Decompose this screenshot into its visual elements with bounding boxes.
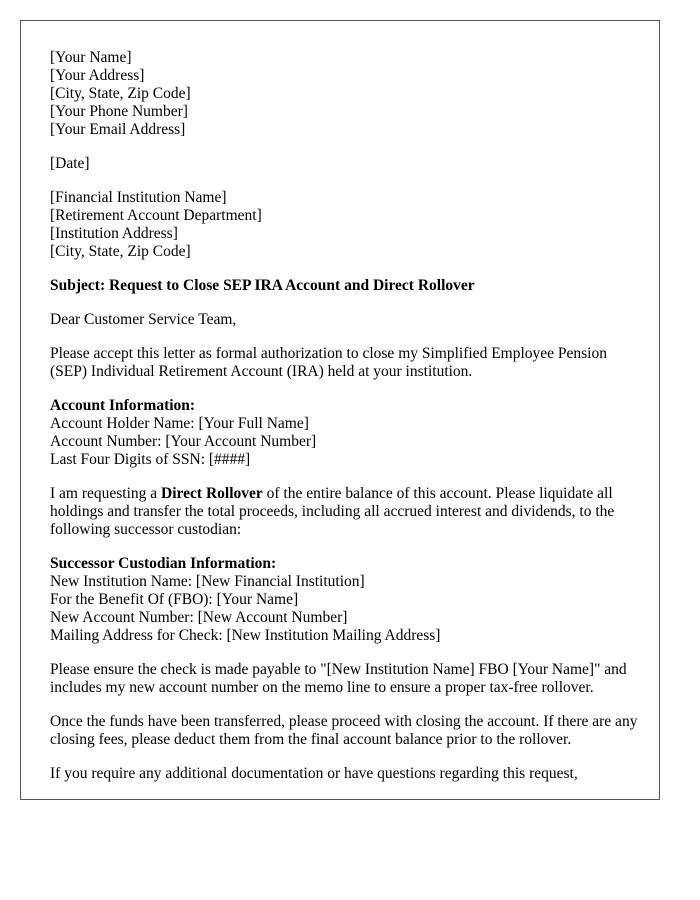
recipient-address-block	[50, 189, 640, 261]
rollover-emphasis: Direct Rollover	[161, 485, 263, 502]
fbo-name: For the Benefit Of (FBO): [Your Name]	[50, 591, 299, 608]
additional-info-paragraph: If you require any additional documentation or have questions regarding this request,	[50, 765, 578, 782]
sender-address: [Your Address]	[50, 67, 145, 84]
recipient-address: [Institution Address]	[50, 225, 178, 242]
account-information-section	[50, 397, 640, 469]
account-holder-name: Account Holder Name: [Your Full Name]	[50, 415, 309, 432]
rollover-paragraph	[50, 485, 640, 539]
letter-page	[20, 20, 660, 800]
check-instructions-paragraph: Please ensure the check is made payable to "[New Institution Name] FBO [Your Name]" and includes my new account number on the memo line to ensure a proper tax-free rollover.	[50, 661, 627, 696]
rollover-text-after: of the entire balance of this account. Please liquidate all holdings and transfer the total proceeds, including all accrued interest and dividends, to the following successor custodian:	[50, 485, 615, 538]
salutation: Dear Customer Service Team,	[50, 311, 237, 328]
sender-email: [Your Email Address]	[50, 121, 186, 138]
letter-body	[50, 49, 640, 799]
letter-date: [Date]	[50, 155, 90, 172]
new-account-number: New Account Number: [New Account Number]	[50, 609, 348, 626]
rollover-text-before: I am requesting a	[50, 485, 162, 502]
sender-phone: [Your Phone Number]	[50, 103, 188, 120]
successor-custodian-section	[50, 555, 640, 645]
letter-subject: Subject: Request to Close SEP IRA Account and Direct Rollover	[50, 277, 475, 294]
account-number: Account Number: [Your Account Number]	[50, 433, 317, 450]
sender-address-block	[50, 49, 640, 139]
successor-custodian-heading: Successor Custodian Information:	[50, 555, 277, 572]
sender-city-state-zip: [City, State, Zip Code]	[50, 85, 191, 102]
account-information-heading: Account Information:	[50, 397, 196, 414]
sender-name: [Your Name]	[50, 49, 132, 66]
new-institution-name: New Institution Name: [New Financial Institution]	[50, 573, 365, 590]
recipient-department: [Retirement Account Department]	[50, 207, 262, 224]
ssn-last-four: Last Four Digits of SSN: [####]	[50, 451, 251, 468]
recipient-city-state-zip: [City, State, Zip Code]	[50, 243, 191, 260]
recipient-institution: [Financial Institution Name]	[50, 189, 227, 206]
closing-instructions-paragraph: Once the funds have been transferred, please proceed with closing the account. If there are any closing fees, please deduct them from the final account balance prior to the rollover.	[50, 713, 638, 748]
check-mailing-address: Mailing Address for Check: [New Institution Mailing Address]	[50, 627, 441, 644]
intro-paragraph: Please accept this letter as formal authorization to close my Simplified Employee Pension (SEP) Individual Retirement Account (IRA) held at your institution.	[50, 345, 607, 380]
